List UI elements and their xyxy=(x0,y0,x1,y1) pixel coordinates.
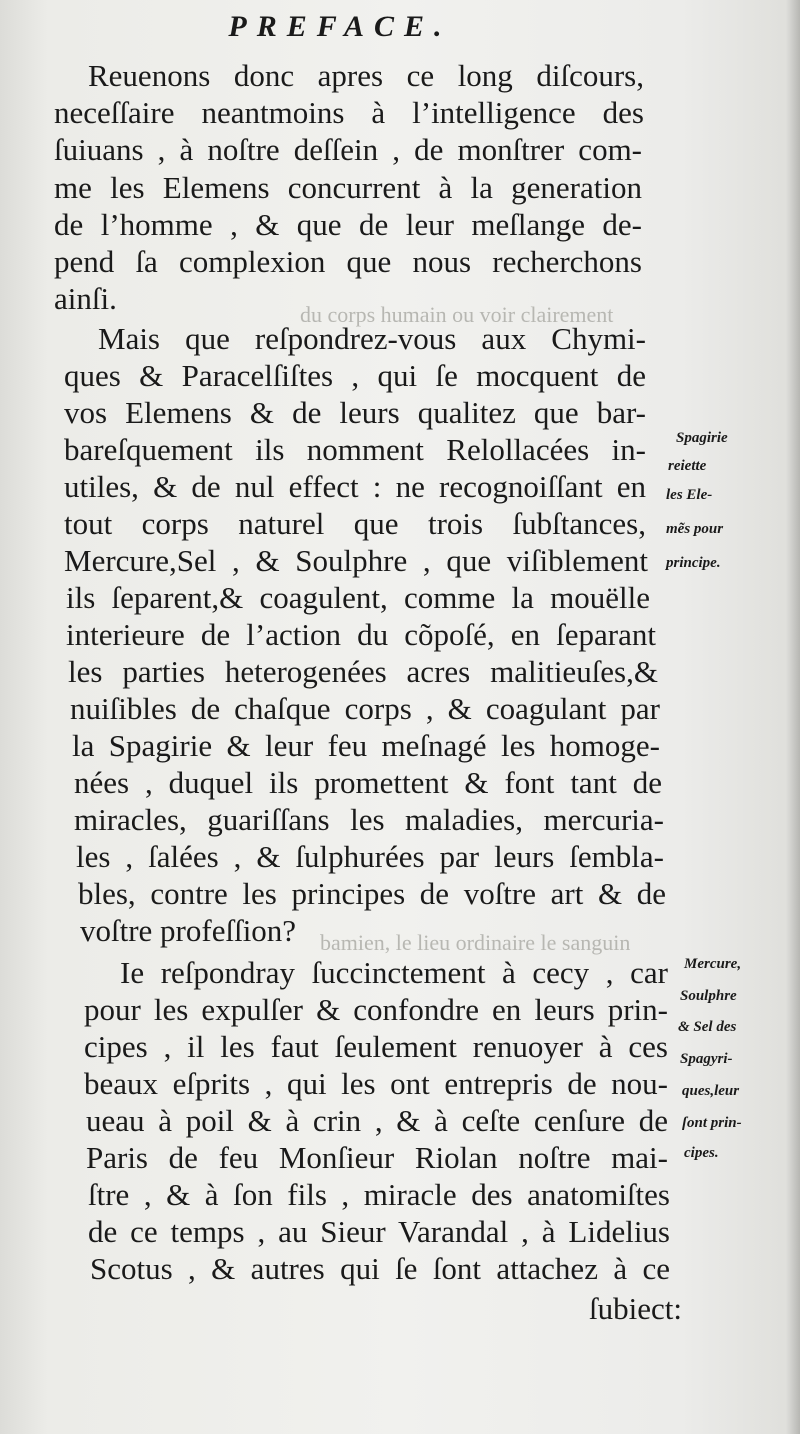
marginal-note-line: ſont prin- xyxy=(682,1115,742,1131)
text-line: neceſſaire neantmoins à l’intelligence des xyxy=(54,95,644,130)
marginal-note-line: Mercure, xyxy=(684,956,742,972)
text-line: ſuiuans , à noſtre deſſein , de monſtrer com- xyxy=(54,132,642,167)
catchword: ſubiect: xyxy=(589,1291,682,1326)
marginal-note-line: Spagirie xyxy=(676,430,728,446)
text-line: me les Elemens concurrent à la generation xyxy=(54,170,642,205)
show-through-text: bamien, le lieu ordinaire le sanguin xyxy=(320,930,631,955)
text-line: bles, contre les principes de voſtre art & de xyxy=(78,876,666,911)
text-line: voſtre profeſſion? xyxy=(80,913,297,948)
text-line: Reuenons donc apres ce long diſcours, xyxy=(88,58,644,93)
text-line: Paris de feu Monſieur Riolan noſtre mai- xyxy=(86,1140,668,1175)
show-through-text: du corps humain ou voir clairement xyxy=(300,302,614,327)
text-line: ſtre , & à ſon fils , miracle des anatomiſtes xyxy=(88,1177,670,1212)
text-line: bareſquement ils nomment Relollacées in- xyxy=(64,432,646,467)
text-line: Scotus , & autres qui ſe ſont attachez à ce xyxy=(90,1251,670,1286)
text-line: pend ſa complexion que nous recherchons xyxy=(54,244,642,279)
marginal-note-line: cipes. xyxy=(684,1145,719,1161)
text-line: la Spagirie & leur feu meſnagé les homoge- xyxy=(72,728,660,763)
text-line: miracles, guariſſans les maladies, mercuria- xyxy=(74,802,664,837)
text-line: cipes , il les faut ſeulement renuoyer à ces xyxy=(84,1029,668,1064)
text-line: Mercure,Sel , & Soulphre , que viſiblement xyxy=(64,543,648,578)
text-line: pour les expulſer & confondre en leurs prin- xyxy=(84,992,668,1027)
marginal-note-line: reiette xyxy=(668,458,707,474)
text-line: ueau à poil & à crin , & à ceſte cenſure de xyxy=(86,1103,668,1138)
text-line: utiles, & de nul effect : ne recognoiſſant en xyxy=(64,469,646,504)
text-line: nées , duquel ils promettent & font tant de xyxy=(74,765,662,800)
text-line: nuiſibles de chaſque corps , & coagulant par xyxy=(70,691,660,726)
text-line: ainſi. xyxy=(54,281,117,316)
text-line: Mais que reſpondrez-vous aux Chymi- xyxy=(98,321,646,356)
marginal-note-line: Soulphre xyxy=(680,988,737,1004)
text-line: interieure de l’action du cõpoſé, en ſeparant xyxy=(66,617,656,652)
text-line: beaux eſprits , qui les ont entrepris de nou- xyxy=(84,1066,668,1101)
text-line: ques & Paracelſiſtes , qui ſe mocquent de xyxy=(64,358,646,393)
marginal-note-line: les Ele- xyxy=(666,487,713,503)
text-line: vos Elemens & de leurs qualitez que bar- xyxy=(64,395,646,430)
text-line: de l’homme , & que de leur meſlange de- xyxy=(54,207,642,242)
marginal-note-line: Spagyri- xyxy=(680,1051,733,1067)
text-line: ils ſeparent,& coagulent, comme la mouëlle xyxy=(66,580,650,615)
text-line: les parties heterogenées acres malitieuſes,& xyxy=(68,654,658,689)
marginal-note-line: ques,leur xyxy=(682,1083,740,1099)
marginal-note-line: mẽs pour xyxy=(666,521,724,537)
marginal-note-line: principe. xyxy=(666,555,721,571)
running-head: PREFACE. xyxy=(228,10,452,43)
text-line: de ce temps , au Sieur Varandal , à Lidelius xyxy=(88,1214,670,1249)
marginal-note-line: & Sel des xyxy=(678,1019,737,1035)
page-edge-shadow xyxy=(786,0,800,1434)
text-line: Ie reſpondray ſuccinctement à cecy , car xyxy=(120,955,668,990)
text-line: les , ſalées , & ſulphurées par leurs ſembla- xyxy=(76,839,664,874)
text-line: tout corps naturel que trois ſubſtances, xyxy=(64,506,646,541)
